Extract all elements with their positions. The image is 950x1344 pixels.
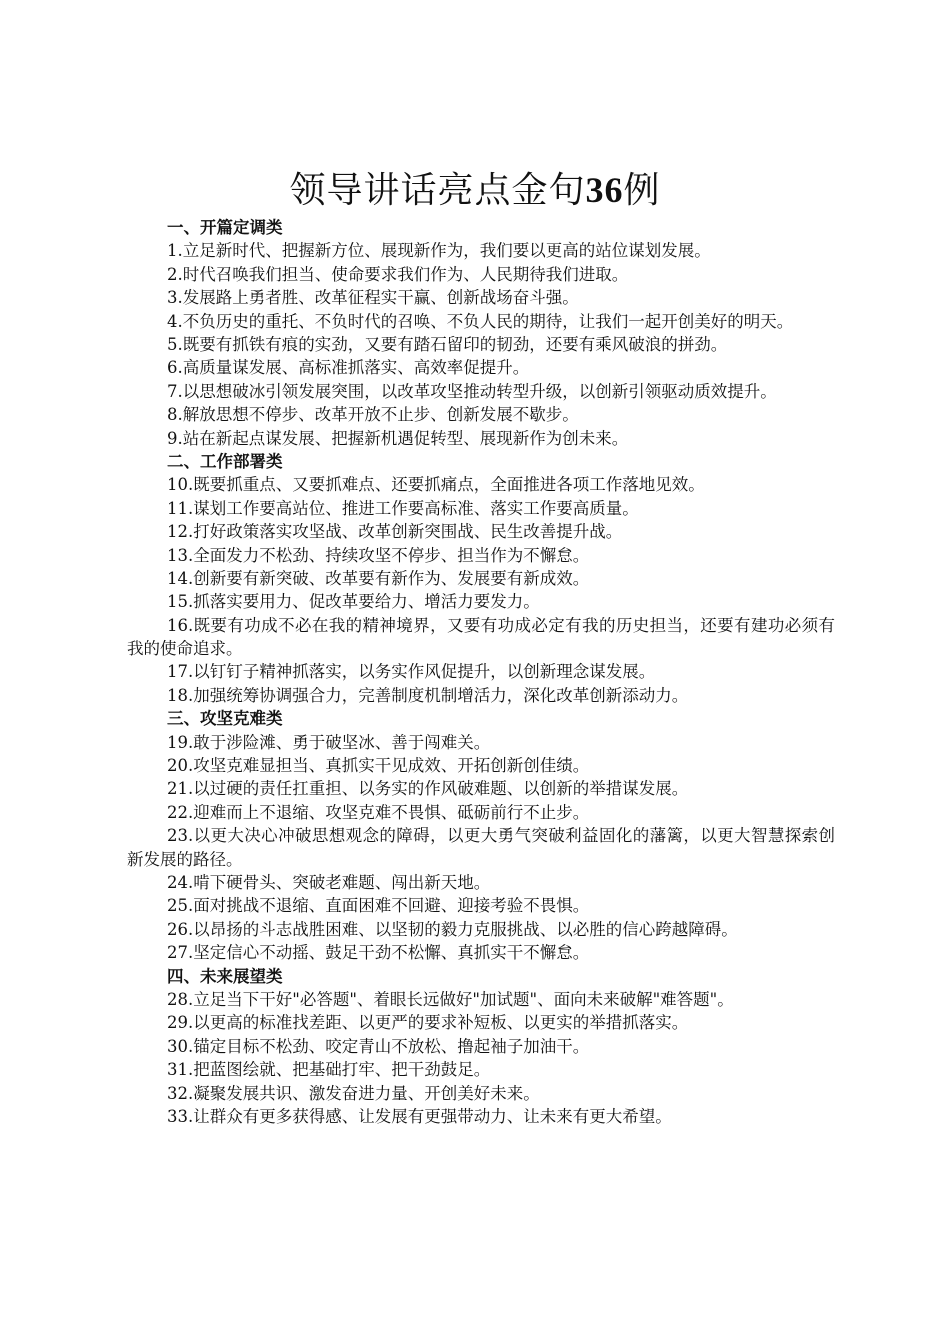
list-item: 31.把蓝图绘就、把基础打牢、把干劲鼓足。 [167, 1060, 491, 1080]
list-item: 27.坚定信心不动摇、鼓足干劲不松懈、真抓实干不懈怠。 [167, 943, 590, 963]
list-item: 24.啃下硬骨头、突破老难题、闯出新天地。 [167, 873, 491, 893]
list-item: 2.时代召唤我们担当、使命要求我们作为、人民期待我们进取。 [167, 264, 629, 284]
list-item: 8.解放思想不停步、改革开放不止步、创新发展不歇步。 [167, 405, 579, 425]
list-item: 25.面对挑战不退缩、直面困难不回避、迎接考验不畏惧。 [167, 896, 590, 916]
list-item: 29.以更高的标准找差距、以更严的要求补短板、以更实的举措抓落实。 [167, 1013, 689, 1033]
list-item: 21.以过硬的责任扛重担、以务实的作风破难题、以创新的举措谋发展。 [167, 779, 689, 799]
list-item: 22.迎难而上不退缩、攻坚克难不畏惧、砥砺前行不止步。 [167, 802, 590, 822]
document-title [0, 168, 950, 213]
list-item: 14.创新要有新突破、改革要有新作为、发展要有新成效。 [167, 568, 590, 588]
title-number: 36 [585, 170, 624, 210]
title-tail: 例 [623, 170, 661, 211]
title-main: 领导讲话亮点金句 [289, 170, 586, 211]
list-item: 26.以昂扬的斗志战胜困难、以坚韧的毅力克服挑战、以必胜的信心跨越障碍。 [167, 919, 738, 939]
list-item: 19.敢于涉险滩、勇于破坚冰、善于闯难关。 [167, 732, 491, 752]
list-item: 17.以钉钉子精神抓落实，以务实作风促提升，以创新理念谋发展。 [167, 662, 656, 682]
list-item: 33.让群众有更多获得感、让发展有更强带动力、让未来有更大希望。 [167, 1106, 672, 1126]
list-item: 20.攻坚克难显担当、真抓实干见成效、开拓创新创佳绩。 [167, 756, 590, 776]
section-heading: 三、攻坚克难类 [167, 709, 283, 729]
list-item: 7.以思想破冰引领发展突围，以改革攻坚推动转型升级，以创新引领驱动质效提升。 [167, 381, 777, 401]
document-body [127, 216, 835, 1128]
list-item: 13.全面发力不松劲、持续攻坚不停步、担当作为不懈怠。 [167, 545, 590, 565]
section-heading: 二、工作部署类 [167, 451, 283, 471]
list-item: 30.锚定目标不松劲、咬定青山不放松、撸起袖子加油干。 [167, 1036, 590, 1056]
list-item: 12.打好政策落实攻坚战、改革创新突围战、民生改善提升战。 [167, 522, 623, 542]
list-item: 4.不负历史的重托、不负时代的召唤、不负人民的期待，让我们一起开创美好的明天。 [167, 311, 794, 331]
list-item: 16.既要有功成不必在我的精神境界，又要有功成必定有我的历史担当，还要有建功必须有我的使命追求。 [127, 615, 835, 659]
section-heading: 四、未来展望类 [167, 966, 283, 986]
list-item: 9.站在新起点谋发展、把握新机遇促转型、展现新作为创未来。 [167, 428, 629, 448]
list-item: 18.加强统筹协调强合力，完善制度机制增活力，深化改革创新添动力。 [167, 685, 689, 705]
list-item: 5.既要有抓铁有痕的实劲，又要有踏石留印的韧劲，还要有乘风破浪的拼劲。 [167, 334, 728, 354]
list-item: 32.凝聚发展共识、激发奋进力量、开创美好未来。 [167, 1083, 540, 1103]
list-item: 15.抓落实要用力、促改革要给力、增活力要发力。 [167, 592, 540, 612]
list-item: 10.既要抓重点、又要抓难点、还要抓痛点，全面推进各项工作落地见效。 [167, 475, 705, 495]
list-item: 6.高质量谋发展、高标准抓落实、高效率促提升。 [167, 358, 530, 378]
list-item: 11.谋划工作要高站位、推进工作要高标准、落实工作要高质量。 [167, 498, 639, 518]
section-heading: 一、开篇定调类 [167, 218, 283, 237]
list-item: 1.立足新时代、把握新方位、展现新作为，我们要以更高的站位谋划发展。 [167, 241, 711, 261]
list-item: 28.立足当下干好"必答题"、着眼长远做好"加试题"、面向未来破解"难答题"。 [167, 989, 734, 1009]
list-item: 23.以更大决心冲破思想观念的障碍，以更大勇气突破利益固化的藩篱，以更大智慧探索创新发展的路径。 [127, 826, 835, 869]
list-item: 3.发展路上勇者胜、改革征程实干赢、创新战场奋斗强。 [167, 288, 579, 308]
